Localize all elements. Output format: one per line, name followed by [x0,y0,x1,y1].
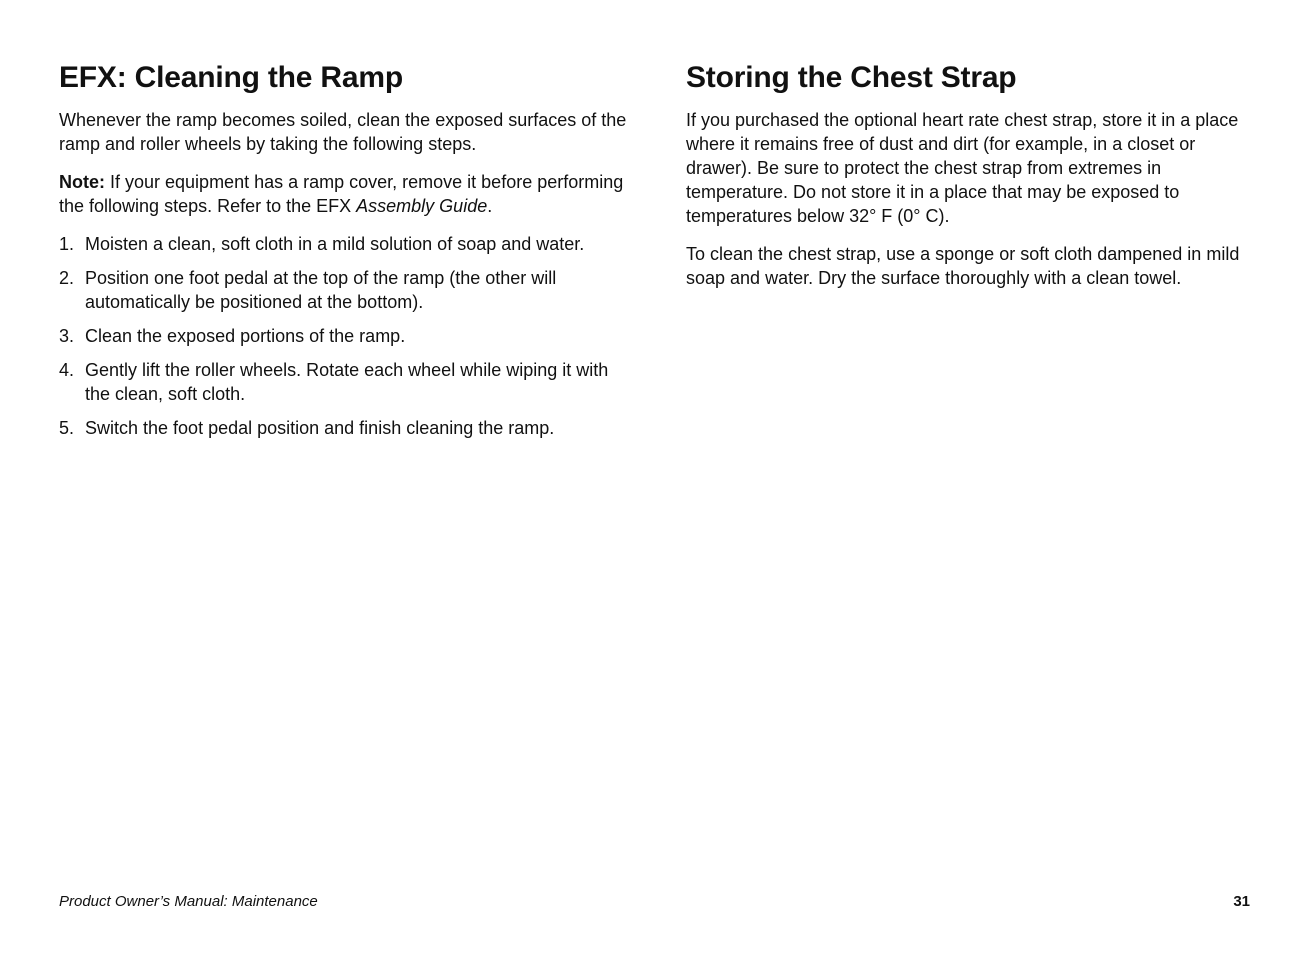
note-label: Note: [59,172,105,192]
step-text: Gently lift the roller wheels. Rotate each wheel while wiping it with the clean, soft cloth. [85,360,609,404]
storage-paragraph: If you purchased the optional heart rate chest strap, store it in a place where it remains free of dust and dirt (for example, in a closet or drawer). Be sure to protect the chest strap from extremes in temperature. Do not store it in a place that may be exposed to temperatures below 32° F (0° C). [686,110,1239,226]
section-storing-chest-strap [686,58,1258,304]
step-number: 5. [59,418,75,438]
cleaning-paragraph: To clean the chest strap, use a sponge or soft cloth dampened in mild soap and water. Dry the surface thoroughly with a clean towel. [686,244,1240,288]
step-number: 2. [59,268,75,288]
intro-paragraph: Whenever the ramp becomes soiled, clean the exposed surfaces of the ramp and roller wheels by taking the following steps. [59,110,627,154]
list-item [59,358,634,406]
note-end: . [487,196,493,216]
step-number: 1. [59,234,75,254]
step-number: 3. [59,326,75,346]
list-item [59,232,634,256]
section-heading-chest-strap: Storing the Chest Strap [686,61,1017,94]
step-number: 4. [59,360,75,380]
step-text: Moisten a clean, soft cloth in a mild solution of soap and water. [85,234,585,254]
step-text: Clean the exposed portions of the ramp. [85,326,406,346]
note-paragraph [59,170,634,218]
section-heading-cleaning-ramp: EFX: Cleaning the Ramp [59,61,403,94]
step-text: Switch the foot pedal position and finish cleaning the ramp. [85,418,555,438]
page-footer [59,892,1250,912]
step-text: Position one foot pedal at the top of the ramp (the other will automatically be positioned at the bottom). [85,268,557,312]
page-number: 31 [1233,893,1250,910]
list-item [59,324,634,348]
list-item [59,416,634,440]
list-item [59,266,634,314]
footer-title: Product Owner’s Manual: Maintenance [59,893,318,910]
section-cleaning-ramp [59,58,634,450]
note-text: If your equipment has a ramp cover, remove it before performing the following steps. Refer to the EFX [59,172,624,216]
assembly-guide-reference: Assembly Guide [356,196,488,216]
cleaning-steps-list [59,232,634,440]
